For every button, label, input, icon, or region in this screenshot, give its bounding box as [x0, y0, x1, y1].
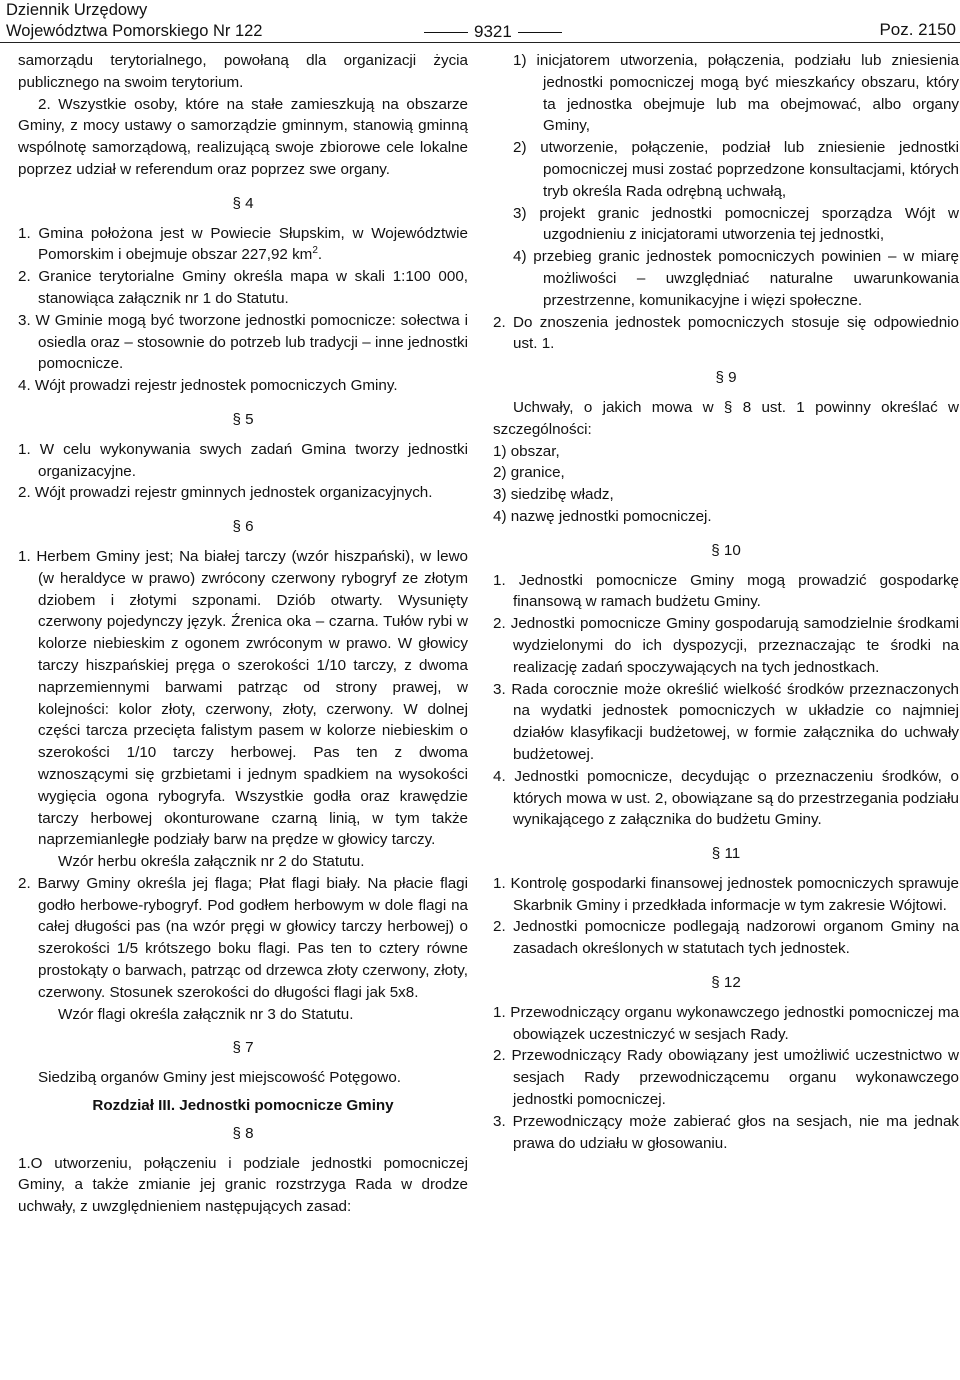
paragraph: Wzór flagi określa załącznik nr 3 do Statutu.	[58, 1005, 354, 1023]
paragraph: 2. Wszystkie osoby, które na stałe zamieszkują na obszarze Gminy, z mocy ustawy o samorządzie gminnym, stanowią gminną wspólnotę samorządową, realizującą swoje zbiorowe cele lokalne poprzez udział w referendum oraz poprzez swe organy.	[18, 95, 468, 178]
section-heading: § 6	[232, 518, 254, 536]
text-segment: .	[317, 246, 323, 264]
paragraph: Uchwały, o jakich mowa w § 8 ust. 1 powinny określać w szczególności:	[493, 398, 959, 438]
dash-left	[424, 32, 468, 33]
paragraph: 2. Jednostki pomocnicze Gminy gospodarują samodzielnie środkami wydzielonymi do ich dyspozycji, przeznaczając te środki na realizację zadań spoczywających na tych jednostkach.	[493, 615, 959, 676]
list-item: 4) nazwę jednostki pomocniczej.	[493, 507, 712, 525]
paragraph: samorządu terytorialnego, powołaną dla organizacji życia publicznego na swoim terytorium.	[18, 52, 468, 91]
paragraph: 2. Do znoszenia jednostek pomocniczych stosuje się odpowiednio ust. 1.	[493, 313, 959, 353]
section-heading: § 12	[711, 974, 741, 992]
paragraph: Siedzibą organów Gminy jest miejscowość Potęgowo.	[38, 1069, 401, 1087]
section-heading: § 8	[232, 1124, 254, 1142]
section-heading: § 9	[715, 369, 737, 387]
paragraph: Wzór herbu określa załącznik nr 2 do Statutu.	[58, 853, 365, 871]
right-column	[493, 50, 959, 1154]
header-rule	[0, 42, 960, 43]
list-item: 1) inicjatorem utworzenia, połączenia, podziału lub zniesienia jednostki pomocniczej mogą być mieszkańcy obszaru, który ta jednostka obejmuje lub ma obejmować, albo organy Gminy,	[513, 52, 959, 135]
journal-title-line2: Województwa Pomorskiego Nr 122	[6, 22, 263, 40]
paragraph: 1. Kontrolę gospodarki finansowej jednostek pomocniczych sprawuje Skarbnik Gminy i przedkłada informacje w tym zakresie Wójtowi.	[493, 874, 959, 914]
list-item: 3) siedzibę władz,	[493, 486, 614, 504]
dash-right	[518, 32, 562, 33]
paragraph: 2. Barwy Gminy określa jej flaga; Płat flagi biały. Na płacie flagi godło herbowe-rybogryf. Pod godłem herbowym w dole flagi na całej długości pas (na wzór pręgi w głowicy tarczy herbowej) o szerokości 1/5 krótszego boku flagi. Pas ten to cztery równe prostokąty o barwach, patrząc od drzewca złoty czerwony, złoty, czerwony. Stosunek szerokości do długości flagi jak 5x8.	[18, 874, 468, 1001]
list-item: 2) granice,	[493, 464, 565, 482]
paragraph: 1. Herbem Gminy jest; Na białej tarczy (wzór hiszpański), w lewo (w heraldyce w prawo) zwrócony czerwony rybogryf ze złotym dziobem i złotymi szponami. Dziób otwarty. Wysunięty czerwony pojedynczy język. Źrenica oka – czarna. Tułów rybi w kolorze niebieskim z ogonem zwróconym w prawo. W głowicy tarczy hiszpańskiej pręga o szerokości 1/10 tarczy, z dwoma naprzemiennymi barwami patrząc od strony prawej, w kolejności: kolor złoty, czerwony, złoty, czerwony. W dolnej części tarcza przecięta falistym pasem w kolorze niebieskim o szerokości 1/10 tarczy herbowej. Pas ten z dwoma wznoszącymi się grzbietami i jednym spadkiem na wysokości wygięcia ogona rybogryfa. Wszystkie godła oraz krawędzie tarczy herbowej okonturowane czarną linią, w tym także naprzemianległe podziały barw na prędze w głowicy tarczy.	[18, 547, 468, 849]
paragraph: 2. Przewodniczący Rady obowiązany jest umożliwić uczestnictwo w sesjach Rady przewodniczącemu organu wykonawczego jednostki pomocniczej.	[493, 1047, 959, 1109]
paragraph: 3. Rada corocznie może określić wielkość środków przeznaczonych na wydatki jednostek pomocniczych w układzie co najmniej działów klasyfikacji budżetowej, w formie załącznika do uchwały budżetowej.	[493, 680, 959, 763]
superscript: 2	[312, 245, 318, 257]
section-heading: § 11	[711, 845, 741, 863]
list-item: 4) przebieg granic jednostek pomocniczych powinien – w miarę możliwości – uwzględniać naturalne uwarunkowania przestrzenne, komunikacyjne i więzi społeczne.	[513, 248, 959, 309]
section-heading: § 5	[232, 410, 254, 428]
paragraph: 4. Wójt prowadzi rejestr jednostek pomocniczych Gminy.	[18, 377, 398, 395]
paragraph: 2. Jednostki pomocnicze podlegają nadzorowi organom Gminy na zasadach określonych w statutach tych jednostek.	[493, 918, 959, 958]
paragraph: 1.O utworzeniu, połączeniu i podziale jednostki pomocniczej Gminy, a także zmianie jej granic rozstrzyga Rada w drodze uchwały, z uwzględnieniem następujących zasad:	[18, 1154, 468, 1216]
journal-title-line1: Dziennik Urzędowy	[6, 1, 148, 19]
paragraph: 2. Granice terytorialne Gminy określa mapa w skali 1:100 000, stanowiąca załącznik nr 1 do Statutu.	[18, 268, 468, 307]
section-heading: § 4	[232, 194, 254, 212]
list-item: 3) projekt granic jednostki pomocniczej sporządza Wójt w uzgodnieniu z inicjatorami utworzenia tej jednostki,	[513, 204, 959, 244]
paragraph: 3. W Gminie mogą być tworzone jednostki pomocnicze: sołectwa i osiedla oraz – stosownie do potrzeb lub tradycji – inne jednostki pomocnicze.	[18, 311, 468, 373]
position-number: Poz. 2150	[879, 20, 956, 39]
chapter-heading: Rozdział III. Jednostki pomocnicze Gminy	[92, 1097, 394, 1115]
page-number	[418, 21, 568, 42]
page-number-text: 9321	[474, 22, 512, 41]
journal-title	[6, 0, 262, 42]
left-column	[18, 50, 468, 1218]
list-item: 2) utworzenie, połączenie, podział lub zniesienie jednostki pomocniczej musi zostać poprzedzone konsultacjami, których tryb określa Rada odrębną uchwałą,	[513, 139, 959, 200]
list-item: 1) obszar,	[493, 442, 560, 460]
paragraph: 3. Przewodniczący może zabierać głos na sesjach, nie ma jednak prawa do udziału w głosowaniu.	[493, 1112, 959, 1152]
section-heading: § 7	[232, 1039, 254, 1057]
page-header	[0, 0, 960, 44]
paragraph: 1. Jednostki pomocnicze Gminy mogą prowadzić gospodarkę finansową w ramach budżetu Gminy.	[493, 571, 959, 611]
section-heading: § 10	[711, 541, 741, 559]
text-segment: 1. Gmina położona jest w Powiecie Słupskim, w Województwie Pomorskim i obejmuje obszar 227,92 km	[18, 224, 468, 264]
paragraph	[18, 223, 468, 267]
paragraph: 1. W celu wykonywania swych zadań Gmina tworzy jednostki organizacyjne.	[18, 440, 468, 480]
paragraph: 2. Wójt prowadzi rejestr gminnych jednostek organizacyjnych.	[18, 484, 433, 502]
paragraph: 1. Przewodniczący organu wykonawczego jednostki pomocniczej ma obowiązek uczestniczyć w sesjach Rady.	[493, 1003, 959, 1043]
paragraph: 4. Jednostki pomocnicze, decydując o przeznaczeniu środków, o których mowa w ust. 2, obowiązane są do przestrzegania podziału wynikającego z załącznika do budżetu Gminy.	[493, 767, 959, 829]
